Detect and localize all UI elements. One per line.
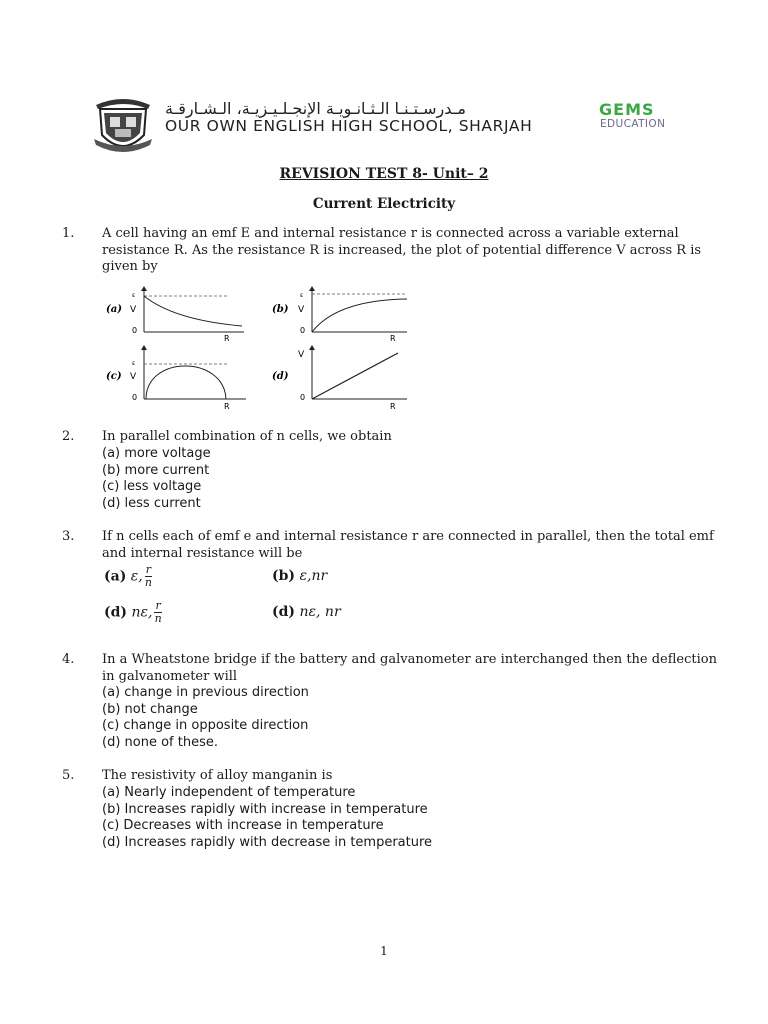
q3-option-c-num: r <box>155 599 161 612</box>
q2-option-d: (d) less current <box>102 495 201 511</box>
q2-option-b: (b) more current <box>102 462 210 478</box>
q5-option-a: (a) Nearly independent of temperature <box>102 785 356 800</box>
q3-line1: If n cells each of emf e and internal resistance r are connected in parallel, then the total emf <box>102 529 714 544</box>
school-name-arabic: مـدرسـتـنـا الـثـانـويـة الإنجـلـيـزيـة، الـشـارقـة <box>165 99 466 118</box>
q3-option-c-label: (d) <box>104 604 128 621</box>
q3-option-a-fraction <box>145 564 152 589</box>
graph-a-origin: 0 <box>132 326 138 335</box>
graph-d-ylabel: V <box>298 350 305 360</box>
q3-option-b <box>272 568 327 584</box>
q3-option-c-fraction <box>154 600 161 625</box>
graph-b-curve <box>312 299 407 332</box>
q1-number: 1. <box>62 226 75 241</box>
q3-option-a-pre: ε, <box>130 568 143 585</box>
q4-line1: In a Wheatstone bridge if the battery and galvanometer are interchanged then the deflection <box>102 652 717 667</box>
q3-option-a-label: (a) <box>104 568 127 585</box>
q4-option-d: (d) none of these. <box>102 734 218 750</box>
q3-option-c-pre: nε, <box>131 604 153 621</box>
q4-options <box>102 685 309 751</box>
q3-option-d-label: (d) <box>272 604 296 620</box>
graph-d-label: (d) <box>272 371 289 382</box>
q5-text: The resistivity of alloy manganin is <box>102 768 333 783</box>
graph-c-arrow <box>141 345 147 350</box>
q3-option-d-text: nε, nr <box>299 604 341 620</box>
school-crest-icon <box>90 95 156 161</box>
q5-option-d: (d) Increases rapidly with decrease in temperature <box>102 834 433 850</box>
graph-c-ylabel: V <box>130 372 137 382</box>
graph-a-ytop: ε <box>132 292 136 299</box>
q2-options <box>102 446 211 512</box>
graph-b <box>272 286 412 344</box>
graph-c <box>104 345 249 411</box>
q5-option-b: (b) Increases rapidly with increase in temperature <box>102 801 428 817</box>
q5-option-c: (c) Decreases with increase in temperature <box>102 818 384 833</box>
q3-text <box>102 529 722 562</box>
q5-options <box>102 785 432 851</box>
graph-b-xlabel: R <box>390 334 396 343</box>
q3-option-c-den: n <box>154 612 162 625</box>
q3-option-a-num: r <box>145 563 152 576</box>
q3-option-a-den: n <box>144 576 152 589</box>
q2-option-a: (a) more voltage <box>102 446 211 461</box>
q3-option-d <box>272 604 341 620</box>
q5-number: 5. <box>62 768 75 783</box>
graph-a-curve <box>144 296 242 326</box>
q3-option-a <box>104 564 152 589</box>
q4-option-b: (b) not change <box>102 701 198 717</box>
graph-a <box>104 286 249 344</box>
graph-c-curve <box>146 366 226 399</box>
q3-option-c <box>104 600 162 625</box>
graph-d-line <box>312 353 398 399</box>
gems-subtitle: EDUCATION <box>600 118 666 130</box>
q3-number: 3. <box>62 529 75 544</box>
subject-title: Current Electricity <box>312 196 456 212</box>
graph-c-xlabel: R <box>224 402 230 411</box>
graph-a-ylabel: V <box>130 305 137 315</box>
q1-line3: given by <box>102 259 158 274</box>
graph-d <box>272 345 412 411</box>
graph-d-arrow <box>309 345 315 350</box>
test-title-text: REVISION TEST 8- Unit– 2 <box>279 166 489 182</box>
q2-number: 2. <box>62 429 75 444</box>
graph-d-xlabel: R <box>390 402 396 411</box>
page-number: 1 <box>380 944 388 958</box>
q4-option-c: (c) change in opposite direction <box>102 718 309 733</box>
graph-c-origin: 0 <box>132 393 138 402</box>
graph-c-label: (c) <box>106 371 122 382</box>
graph-a-label: (a) <box>106 304 122 315</box>
graph-b-arrow <box>309 286 315 291</box>
q1-text <box>102 226 722 276</box>
q4-option-a: (a) change in previous direction <box>102 685 309 700</box>
q3-option-b-label: (b) <box>272 568 296 584</box>
graph-b-label: (b) <box>272 304 289 315</box>
q4-text <box>102 652 722 685</box>
graph-b-ytop: ε <box>300 292 304 299</box>
graph-b-ylabel: V <box>298 305 305 315</box>
q3-option-b-text: ε,nr <box>299 568 328 584</box>
gems-logo-text: GEMS <box>599 101 655 117</box>
q4-line2: in galvanometer will <box>102 668 238 684</box>
q1-line1: A cell having an emf E and internal resistance r is connected across a variable external <box>102 226 679 241</box>
graph-d-origin: 0 <box>300 393 306 402</box>
graph-a-arrow <box>141 286 147 291</box>
q2-option-c: (c) less voltage <box>102 479 202 494</box>
q3-line2: and internal resistance will be <box>102 545 303 561</box>
q2-text: In parallel combination of n cells, we obtain <box>102 429 392 444</box>
gems-logo <box>599 101 671 117</box>
graph-a-xlabel: R <box>224 334 230 343</box>
q4-number: 4. <box>62 652 75 667</box>
test-title <box>0 166 768 182</box>
graph-c-ytop: ε <box>132 360 136 367</box>
q1-line2: resistance R. As the resistance R is increased, the plot of potential difference V across R is <box>102 242 702 258</box>
school-name-english: OUR OWN ENGLISH HIGH SCHOOL, SHARJAH <box>165 117 533 135</box>
graph-b-origin: 0 <box>300 326 306 335</box>
